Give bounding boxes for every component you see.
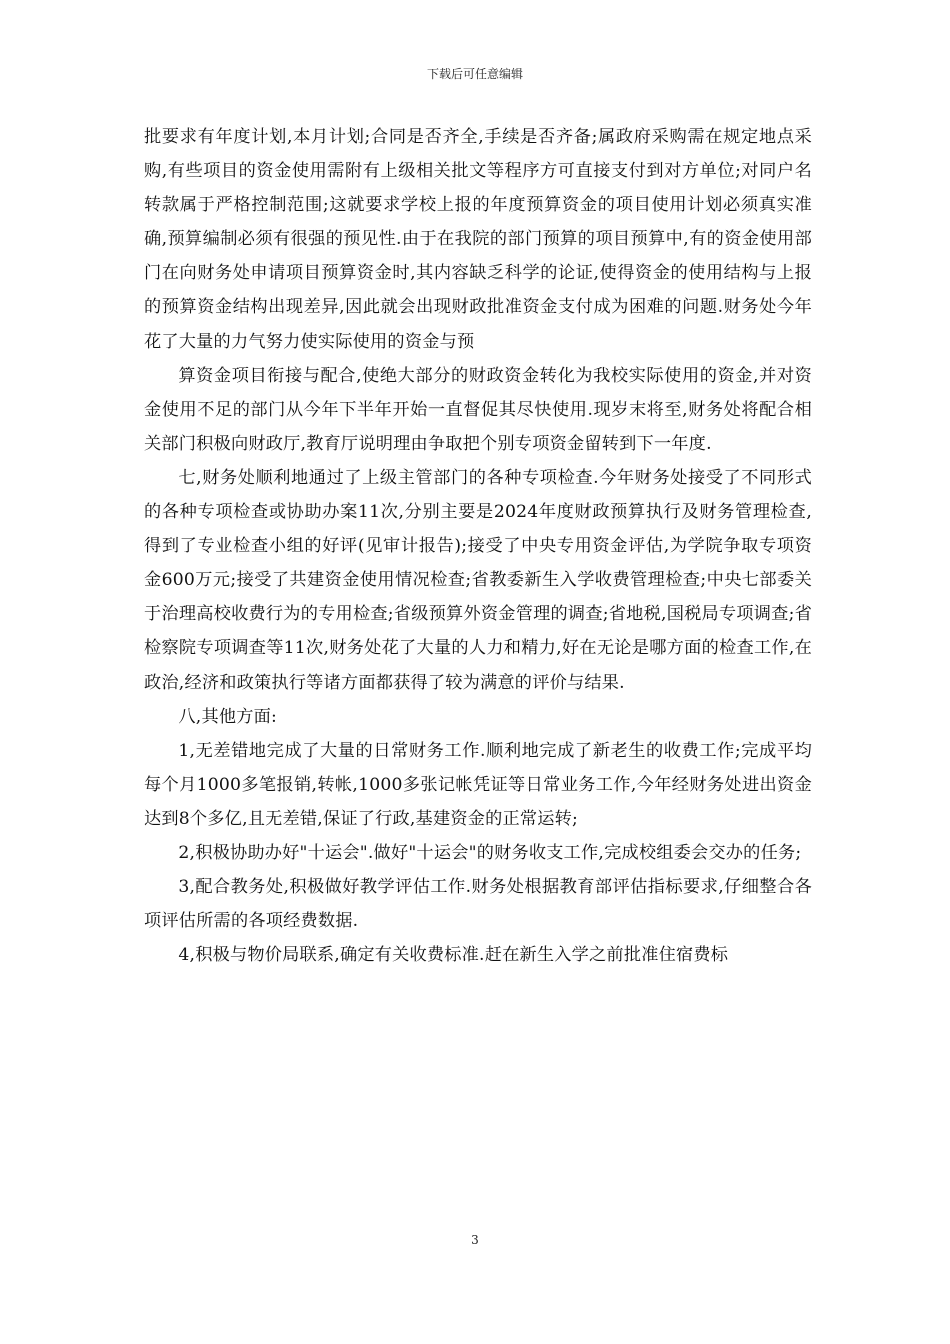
document-body xyxy=(144,120,812,972)
paragraph-budget-funds: 算资金项目衔接与配合,使绝大部分的财政资金转化为我校实际使用的资金,并对资金使用不足的部门从今年下半年开始一直督促其尽快使用.现岁末将至,财务处将配合相关部门积极向财政厅,教育厅说明理由争取把个别专项资金留转到下一年度. xyxy=(144,365,812,454)
paragraph-item-1: 1,无差错地完成了大量的日常财务工作.顺利地完成了新老生的收费工作;完成平均每个月1000多笔报销,转帐,1000多张记帐凭证等日常业务工作,今年经财务处进出资金达到8个多亿,且无差错,保证了行政,基建资金的正常运转; xyxy=(144,740,812,829)
paragraph-item-2: 2,积极协助办好"十运会".做好"十运会"的财务收支工作,完成校组委会交办的任务; xyxy=(178,842,802,863)
paragraph-continuation: 批要求有年度计划,本月计划;合同是否齐全,手续是否齐备;属政府采购需在规定地点采购,有些项目的资金使用需附有上级相关批文等程序方可直接支付到对方单位;对同户名转款属于严格控制范围;这就要求学校上报的年度预算资金的项目使用计划必须真实准确,预算编制必须有很强的预见性.由于在我院的部门预算的项目预算中,有的资金使用部门在向财务处申请项目预算资金时,其内容缺乏科学的论证,使得资金的使用结构与上报的预算资金结构出现差异,因此就会出现财政批准资金支付成为困难的问题.财务处今年花了大量的力气努力使实际使用的资金与预 xyxy=(144,127,812,352)
paragraph-item-3: 3,配合教务处,积极做好教学评估工作.财务处根据教育部评估指标要求,仔细整合各项评估所需的各项经费数据. xyxy=(144,877,812,932)
paragraph-section-eight-heading: 八,其他方面: xyxy=(178,706,277,727)
page-header: 下载后可任意编辑 xyxy=(426,67,523,81)
paragraph-item-4: 4,积极与物价局联系,确定有关收费标准.赶在新生入学之前批准住宿费标 xyxy=(178,945,729,966)
page-number: 3 xyxy=(471,1233,479,1247)
paragraph-section-seven: 七,财务处顺利地通过了上级主管部门的各种专项检查.今年财务处接受了不同形式的各种专项检查或协助办案11次,分别主要是2024年度财政预算执行及财务管理检查,得到了专业检查小组的好评(见审计报告);接受了中央专用资金评估,为学院争取专项资金600万元;接受了共建资金使用情况检查;省教委新生入学收费管理检查;中央七部委关于治理高校收费行为的专用检查;省级预算外资金管理的调查;省地税,国税局专项调查;省检察院专项调查等11次,财务处花了大量的人力和精力,好在无论是哪方面的检查工作,在政治,经济和政策执行等诸方面都获得了较为满意的评价与结果. xyxy=(144,467,812,693)
